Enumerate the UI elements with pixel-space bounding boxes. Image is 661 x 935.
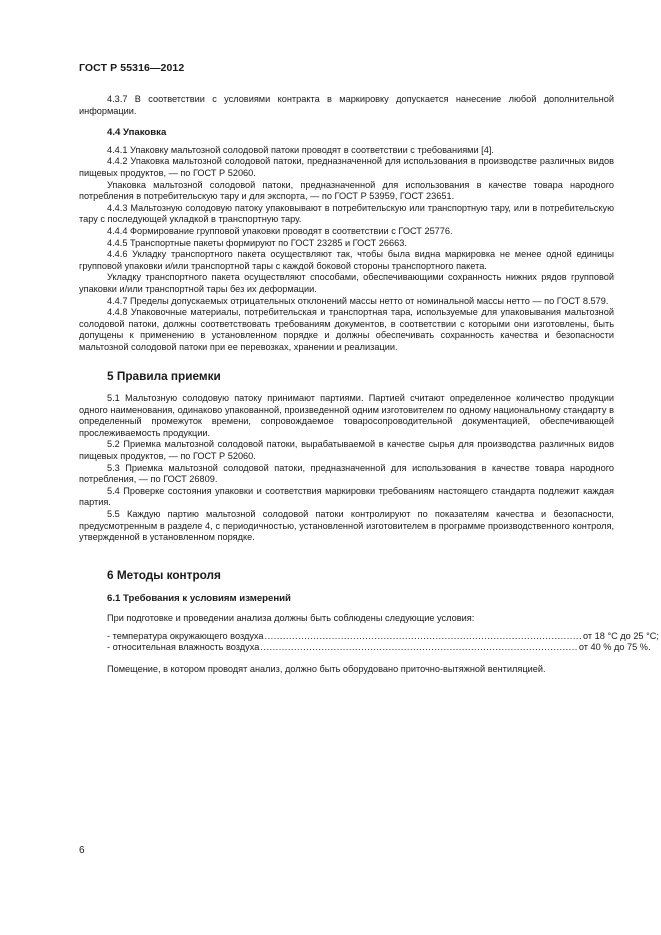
page-content: [79, 94, 659, 675]
section-6-1-title: 6.1 Требования к условиям измерений: [107, 593, 291, 605]
leader-dots: ........................................................................................................: [264, 630, 582, 641]
paragraph-5-3: 5.3 Приемка мальтозной солодовой патоки, предназначенной для использования в качестве товара народного потребления, — по ГОСТ 26809.: [79, 462, 614, 485]
paragraph-4-4-8: 4.4.8 Упаковочные материалы, потребительская и транспортная тара, используемые для упаковывания мальтозной солодовой патоки, должны соответствовать требованиям документов, в соответствии с которыми они изготовлены, быть допущены к применению в установленном порядке и должны обеспечивать сохранность качества и безопасности мальтозной солодовой патоки при ее перевозках, хранении и реализации.: [79, 307, 614, 352]
condition-humidity: [79, 642, 651, 654]
paragraph-4-4-2: 4.4.2 Упаковка мальтозной солодовой патоки, предназначенной для использования в производстве различных видов пищевых продуктов, — по ГОСТ Р 52060.: [79, 156, 614, 178]
section-5-title: 5 Правила приемки: [107, 369, 221, 384]
paragraph-5-1: 5.1 Мальтозную солодовую патоку принимают партиями. Партией считают определенное количество продукции одного наименования, одинаково упакованной, произведенной одним изготовителем по одному национальному стандарту в определенный промежуток времени, сопровождаемое товаросопроводительной документацией, обеспечивающей прослеживаемость продукции.: [79, 393, 614, 438]
paragraph-4-4-6: 4.4.6 Укладку транспортного пакета осуществляют так, чтобы была видна маркировка не менее одной единицы групповой упаковки и/или транспортной тары с каждой боковой стороны транспортного пакета.: [79, 249, 614, 271]
paragraph-4-4-3: 4.4.3 Мальтозную солодовую патоку упаковывают в потребительскую или транспортную тару, или в потребительскую тару с последующей укладкой в транспортную тару.: [79, 202, 614, 225]
paragraph-4-4-2-cont: Упаковка мальтозной солодовой патоки, предназначенной для использования в качестве товара народного потребления в потребительскую тару и для экспорта, — по ГОСТ Р 53959, ГОСТ 23651.: [79, 179, 614, 202]
paragraph-4-4-4: 4.4.4 Формирование групповой упаковки проводят в соответствии с ГОСТ 25776.: [107, 225, 453, 236]
paragraph-5-4: 5.4 Проверке состояния упаковки и соответствия маркировки требованиям настоящего стандарта подлежит каждая партия.: [79, 485, 614, 508]
paragraph-5-2: 5.2 Приемка мальтозной солодовой патоки, вырабатываемой в качестве сырья для производства различных видов пищевых продуктов, — по ГОСТ Р 52060.: [79, 439, 614, 462]
paragraph-4-4-5: 4.4.5 Транспортные пакеты формируют по ГОСТ 23285 и ГОСТ 26663.: [107, 237, 407, 248]
paragraph-4-4-1: 4.4.1 Упаковку мальтозной солодовой патоки проводят в соответствии с требованиями [4].: [107, 144, 494, 155]
paragraph-6-1-intro: При подготовке и проведении анализа должны быть соблюдены следующие условия:: [107, 612, 475, 623]
paragraph-4-4-6-cont: Укладку транспортного пакета осуществляют способами, обеспечивающими сохранность нижних рядов групповой упаковки и/или транспортной тары без их деформации.: [79, 272, 614, 294]
condition-value: от 18 °С до 25 °С;: [583, 630, 659, 641]
paragraph-4-4-7: 4.4.7 Пределы допускаемых отрицательных отклонений массы нетто от номинальной массы нетто — по ГОСТ 8.579.: [107, 295, 609, 306]
paragraph-6-1-room: Помещение, в котором проводят анализ, должно быть оборудовано приточно-вытяжной вентиляцией.: [107, 663, 546, 674]
document-header: ГОСТ Р 55316—2012: [79, 62, 185, 74]
condition-name: - относительная влажность воздуха: [107, 642, 260, 653]
page-number: 6: [79, 845, 85, 856]
condition-name: - температура окружающего воздуха: [107, 630, 264, 641]
section-6-title: 6 Методы контроля: [107, 567, 221, 582]
paragraph-5-5: 5.5 Каждую партию мальтозной солодовой патоки контролируют по показателям качества и безопасности, предусмотренным в разделе 4, с периодичностью, установленной изготовителем в программе производственного контроля, утвержденной в установленном порядке.: [79, 509, 614, 543]
condition-temperature: [79, 630, 659, 643]
section-4-4-title: 4.4 Упаковка: [107, 127, 167, 139]
paragraph-4-3-7: 4.3.7 В соответствии с условиями контракта в маркировку допускается нанесение любой дополнительной информации.: [79, 94, 614, 116]
condition-value: от 40 % до 75 %.: [578, 642, 651, 653]
leader-dots: ........................................................................................................: [260, 642, 578, 653]
